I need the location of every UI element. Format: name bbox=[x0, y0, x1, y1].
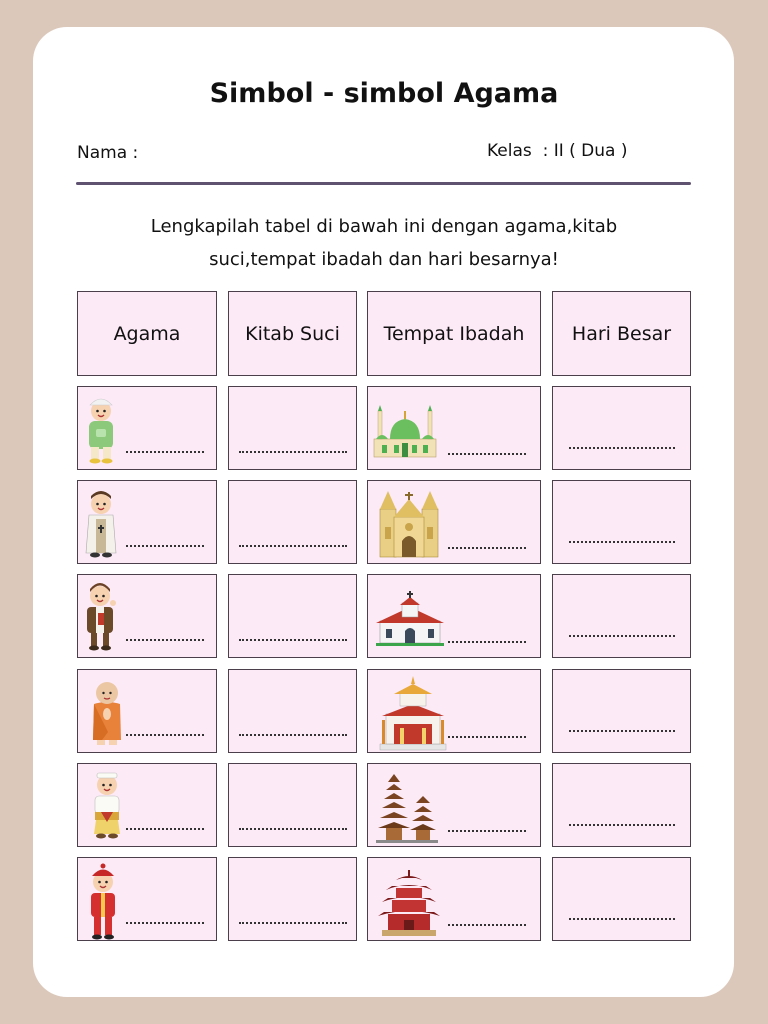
answer-blank[interactable] bbox=[239, 545, 347, 547]
name-label: Nama : bbox=[77, 143, 139, 163]
answer-blank[interactable] bbox=[448, 547, 526, 549]
hindu-boy-icon bbox=[88, 766, 128, 845]
muslim-boy-icon bbox=[82, 391, 122, 470]
answer-blank[interactable] bbox=[126, 451, 204, 453]
answer-blank[interactable] bbox=[569, 541, 675, 543]
answer-blank[interactable] bbox=[569, 447, 675, 449]
header-tempat-ibadah: Tempat Ibadah bbox=[367, 291, 541, 376]
confucian-boy-icon bbox=[84, 861, 124, 945]
cathedral-icon bbox=[376, 487, 442, 563]
cell-tempat-ibadah-row-6 bbox=[367, 857, 541, 941]
answer-blank[interactable] bbox=[126, 922, 204, 924]
protestant-boy-icon bbox=[81, 577, 121, 656]
answer-blank[interactable] bbox=[126, 828, 204, 830]
cell-kitab-suci-row-1 bbox=[228, 386, 357, 470]
cell-hari-besar-row-4 bbox=[552, 669, 691, 753]
cell-hari-besar-row-2 bbox=[552, 480, 691, 564]
cell-tempat-ibadah-row-1 bbox=[367, 386, 541, 470]
cell-kitab-suci-row-3 bbox=[228, 574, 357, 658]
answer-blank[interactable] bbox=[239, 828, 347, 830]
answer-blank[interactable] bbox=[126, 639, 204, 641]
answer-blank[interactable] bbox=[126, 734, 204, 736]
cell-agama-row-1 bbox=[77, 386, 217, 470]
cell-kitab-suci-row-6 bbox=[228, 857, 357, 941]
cell-agama-row-2 bbox=[77, 480, 217, 564]
answer-blank[interactable] bbox=[239, 451, 347, 453]
cell-tempat-ibadah-row-5 bbox=[367, 763, 541, 847]
pura-icon bbox=[374, 772, 440, 848]
instructions bbox=[0, 210, 768, 276]
cell-kitab-suci-row-5 bbox=[228, 763, 357, 847]
page-title: Simbol - simbol Agama bbox=[209, 78, 559, 109]
answer-blank[interactable] bbox=[126, 545, 204, 547]
answer-blank[interactable] bbox=[239, 734, 347, 736]
answer-blank[interactable] bbox=[239, 922, 347, 924]
instruction-line-1: Lengkapilah tabel di bawah ini dengan agama,kitab bbox=[150, 216, 618, 237]
cell-agama-row-4 bbox=[77, 669, 217, 753]
header-agama: Agama bbox=[77, 291, 217, 376]
cell-tempat-ibadah-row-4 bbox=[367, 669, 541, 753]
klenteng-icon bbox=[378, 868, 440, 942]
cell-kitab-suci-row-4 bbox=[228, 669, 357, 753]
cell-hari-besar-row-6 bbox=[552, 857, 691, 941]
cell-hari-besar-row-5 bbox=[552, 763, 691, 847]
buddhist-monk-icon bbox=[88, 674, 128, 753]
header-kitab-suci: Kitab Suci bbox=[228, 291, 357, 376]
answer-blank[interactable] bbox=[448, 641, 526, 643]
answer-blank[interactable] bbox=[448, 924, 526, 926]
cell-agama-row-5 bbox=[77, 763, 217, 847]
cell-agama-row-3 bbox=[77, 574, 217, 658]
cell-hari-besar-row-3 bbox=[552, 574, 691, 658]
answer-blank[interactable] bbox=[569, 824, 675, 826]
answer-blank[interactable] bbox=[569, 918, 675, 920]
answer-blank[interactable] bbox=[569, 635, 675, 637]
header-hari-besar: Hari Besar bbox=[552, 291, 691, 376]
cell-agama-row-6 bbox=[77, 857, 217, 941]
cell-tempat-ibadah-row-3 bbox=[367, 574, 541, 658]
answer-blank[interactable] bbox=[239, 639, 347, 641]
catholic-boy-icon bbox=[82, 485, 122, 564]
cell-tempat-ibadah-row-2 bbox=[367, 480, 541, 564]
answer-blank[interactable] bbox=[569, 730, 675, 732]
answer-blank[interactable] bbox=[448, 736, 526, 738]
church-icon bbox=[374, 591, 446, 651]
vihara-icon bbox=[378, 674, 448, 756]
cell-kitab-suci-row-2 bbox=[228, 480, 357, 564]
answer-blank[interactable] bbox=[448, 453, 526, 455]
instruction-line-2: suci,tempat ibadah dan hari besarnya! bbox=[209, 249, 559, 270]
mosque-icon bbox=[372, 401, 438, 463]
class-label: Kelas : II ( Dua ) bbox=[487, 141, 628, 161]
answer-blank[interactable] bbox=[448, 830, 526, 832]
cell-hari-besar-row-1 bbox=[552, 386, 691, 470]
header-divider bbox=[76, 182, 691, 185]
